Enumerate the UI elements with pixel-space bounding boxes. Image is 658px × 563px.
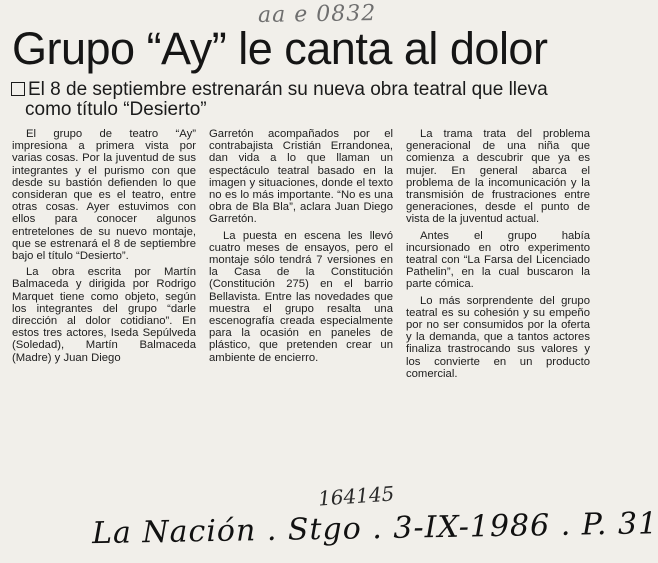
article-paragraph: La puesta en escena les llevó cuatro meses de ensayos, pero el montaje sólo tendrá 7 versiones en la Casa de la Constitución (Constitución 275) en el barrio Bellavista. Entre las novedades que muestra el grupo resalta una escenografía creada especialmente para la ocasión en paneles de plástico, que pretenden crear un ambiente de encierro. — [209, 229, 393, 364]
article-paragraph: El grupo de teatro “Ay” impresiona a primera vista por varias cosas. Por la juventud de sus integrantes y el purismo con que desde su bastión defienden lo que consideran que es el teatro, entre otras cosas. Ayer estuvimos con ellos para conocer algunos entretelones de su nuevo montaje, que se estrenará el 8 de septiembre bajo el título “Desierto”. — [12, 128, 196, 263]
article-column-3 — [406, 128, 590, 418]
subheadline-line-1: El 8 de septiembre estrenarán su nueva obra teatral que lleva — [28, 79, 548, 100]
subheadline-line-2: como título “Desierto” — [25, 99, 207, 120]
archive-code: aa e 0832 — [257, 0, 377, 29]
checkbox-bullet-icon — [11, 82, 25, 96]
subheadline — [11, 80, 591, 120]
article-paragraph: Lo más sorprendente del grupo teatral es su cohesión y su empeño por no ser consumidos por la oferta y la demanda, que a tantos actores finaliza trastrocando sus valores y los convierte en un producto comercial. — [406, 294, 590, 380]
headline: Grupo “Ay” le canta al dolor — [12, 23, 548, 74]
handwritten-source-line: La Nación . Stgo . 3-IX-1986 . P. 31 — [91, 506, 658, 552]
article-column-2 — [209, 128, 393, 418]
article-paragraph: Antes el grupo había incursionado en otro experimento teatral con “La Farsa del Licenciado Pathelin”, en la cual buscaron la parte cómica. — [406, 229, 590, 291]
article-body — [12, 128, 590, 418]
article-column-1 — [12, 128, 196, 418]
article-paragraph: Garretón acompañados por el contrabajista Cristián Errandonea, dan vida a lo que llaman un espectáculo teatral basado en la imagen y situaciones, donde el texto no es lo más importante. “No es una obra de Bla Bla”, aclara Juan Diego Garretón. — [209, 128, 393, 226]
article-paragraph: La trama trata del problema generacional de una niña que comienza a descubrir que ya es mujer. En general abarca el problema de la incomunicación y la transmisión de frustraciones entre generaciones, desde el punto de vista de la juventud actual. — [406, 128, 590, 226]
handwritten-note: 164145 — [317, 481, 396, 511]
article-paragraph: La obra escrita por Martín Balmaceda y dirigida por Rodrigo Marquet tiene como objeto, según los integrantes del grupo “darle dirección al dolor cotidiano”. En estos tres actores, Iseda Sepúlveda (Soledad), Martín Balmaceda (Madre) y Juan Diego — [12, 266, 196, 364]
